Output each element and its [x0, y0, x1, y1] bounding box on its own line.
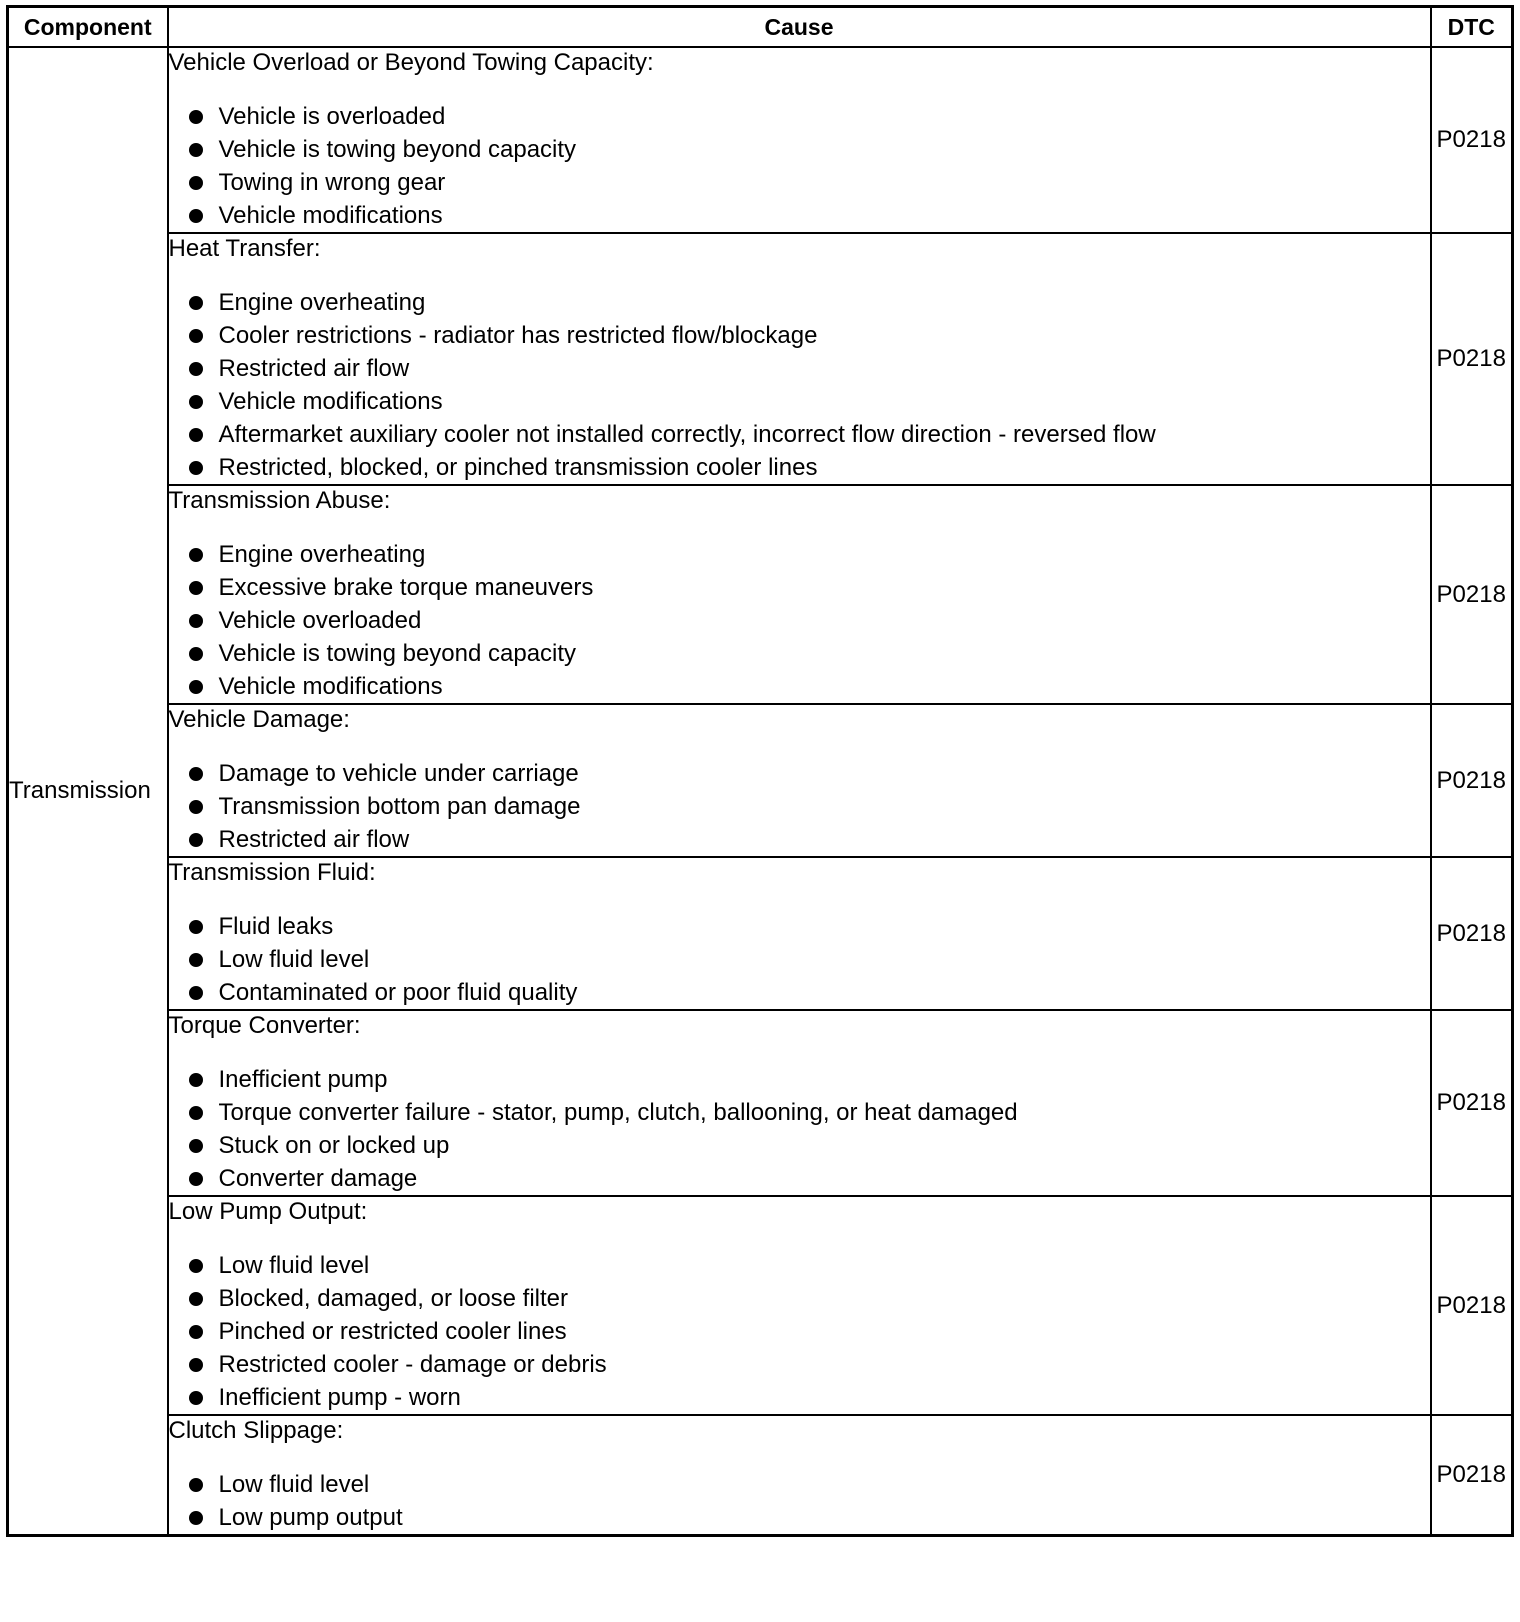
cause-category-title: Heat Transfer: — [168, 235, 321, 262]
list-item-text: Aftermarket auxiliary cooler not installed correctly, incorrect flow direction - reversed flow — [218, 421, 1156, 448]
list-item — [187, 1129, 1430, 1162]
bullet-icon — [189, 209, 203, 223]
bullet-icon — [189, 428, 203, 442]
list-item — [187, 451, 1430, 484]
header-component: Component — [8, 7, 168, 48]
list-item — [187, 910, 1430, 943]
cause-cell — [168, 1196, 1431, 1415]
list-item-text: Towing in wrong gear — [218, 169, 446, 196]
bullet-icon — [189, 461, 203, 475]
cause-list — [169, 100, 1430, 232]
list-item-text: Pinched or restricted cooler lines — [218, 1318, 567, 1345]
table-row — [8, 47, 1513, 233]
table-row — [8, 485, 1513, 704]
list-item-text: Restricted air flow — [218, 826, 410, 853]
list-item — [187, 385, 1430, 418]
bullet-icon — [189, 1478, 203, 1492]
bullet-icon — [189, 176, 203, 190]
cause-category-title: Low Pump Output: — [168, 1198, 368, 1225]
cause-category-title: Transmission Fluid: — [168, 859, 376, 886]
cause-cell — [168, 1415, 1431, 1536]
list-item — [187, 571, 1430, 604]
cause-cell — [168, 1010, 1431, 1196]
cause-category-title: Torque Converter: — [168, 1012, 361, 1039]
bullet-icon — [189, 362, 203, 376]
list-item — [187, 1315, 1430, 1348]
list-item-text: Contaminated or poor fluid quality — [218, 979, 578, 1006]
list-item-text: Vehicle modifications — [218, 202, 443, 229]
dtc-cell: P0218 — [1431, 1415, 1513, 1536]
list-item — [187, 1096, 1430, 1129]
table-row — [8, 1010, 1513, 1196]
cause-list — [169, 1249, 1430, 1414]
list-item — [187, 418, 1430, 451]
list-item — [187, 1282, 1430, 1315]
list-item — [187, 1063, 1430, 1096]
bullet-icon — [189, 110, 203, 124]
table-row — [8, 233, 1513, 485]
cause-category-title: Vehicle Damage: — [168, 706, 350, 733]
list-item-text: Engine overheating — [218, 541, 426, 568]
bullet-icon — [189, 329, 203, 343]
bullet-icon — [189, 1325, 203, 1339]
list-item — [187, 943, 1430, 976]
list-item — [187, 100, 1430, 133]
table-row — [8, 857, 1513, 1010]
list-item — [187, 1381, 1430, 1414]
cause-cell — [168, 857, 1431, 1010]
bullet-icon — [189, 1073, 203, 1087]
list-item-text: Vehicle is towing beyond capacity — [218, 136, 577, 163]
dtc-cell: P0218 — [1431, 1196, 1513, 1415]
list-item — [187, 319, 1430, 352]
cause-cell — [168, 485, 1431, 704]
cause-list — [169, 1063, 1430, 1195]
bullet-icon — [189, 920, 203, 934]
list-item-text: Stuck on or locked up — [218, 1132, 450, 1159]
list-item-text: Inefficient pump — [218, 1066, 388, 1093]
bullet-icon — [189, 143, 203, 157]
header-dtc: DTC — [1431, 7, 1513, 48]
bullet-icon — [189, 1259, 203, 1273]
list-item-text: Restricted air flow — [218, 355, 410, 382]
list-item-text: Restricted cooler - damage or debris — [218, 1351, 607, 1378]
list-item — [187, 1249, 1430, 1282]
list-item-text: Converter damage — [218, 1165, 418, 1192]
bullet-icon — [189, 581, 203, 595]
cause-list — [169, 286, 1430, 484]
cause-list — [169, 1468, 1430, 1534]
list-item — [187, 166, 1430, 199]
bullet-icon — [189, 614, 203, 628]
list-item — [187, 1501, 1430, 1534]
cause-list — [169, 910, 1430, 1009]
list-item — [187, 637, 1430, 670]
list-item — [187, 790, 1430, 823]
cause-cell — [168, 704, 1431, 857]
dtc-cell: P0218 — [1431, 485, 1513, 704]
dtc-cell: P0218 — [1431, 47, 1513, 233]
cause-category-title: Vehicle Overload or Beyond Towing Capacity: — [168, 49, 654, 76]
component-cell: Transmission — [8, 47, 168, 1536]
bullet-icon — [189, 1292, 203, 1306]
list-item-text: Vehicle modifications — [218, 673, 443, 700]
bullet-icon — [189, 1358, 203, 1372]
list-item-text: Vehicle is overloaded — [218, 103, 446, 130]
table-row — [8, 1196, 1513, 1415]
list-item-text: Vehicle modifications — [218, 388, 443, 415]
dtc-table — [6, 5, 1514, 1537]
bullet-icon — [189, 767, 203, 781]
list-item — [187, 352, 1430, 385]
bullet-icon — [189, 647, 203, 661]
list-item — [187, 976, 1430, 1009]
list-item — [187, 286, 1430, 319]
list-item-text: Restricted, blocked, or pinched transmission cooler lines — [218, 454, 818, 481]
cause-cell — [168, 47, 1431, 233]
list-item — [187, 823, 1430, 856]
table-row — [8, 1415, 1513, 1536]
list-item — [187, 1468, 1430, 1501]
cause-category-title: Clutch Slippage: — [168, 1417, 344, 1444]
list-item-text: Blocked, damaged, or loose filter — [218, 1285, 569, 1312]
dtc-cell: P0218 — [1431, 1010, 1513, 1196]
bullet-icon — [189, 800, 203, 814]
document-page — [6, 5, 1511, 1537]
header-row — [8, 7, 1513, 48]
bullet-icon — [189, 680, 203, 694]
list-item — [187, 604, 1430, 637]
bullet-icon — [189, 986, 203, 1000]
list-item-text: Transmission bottom pan damage — [218, 793, 581, 820]
header-cause: Cause — [168, 7, 1431, 48]
list-item — [187, 1162, 1430, 1195]
bullet-icon — [189, 833, 203, 847]
dtc-cell: P0218 — [1431, 704, 1513, 857]
bullet-icon — [189, 1391, 203, 1405]
list-item — [187, 199, 1430, 232]
list-item — [187, 670, 1430, 703]
cause-category-title: Transmission Abuse: — [168, 487, 391, 514]
list-item-text: Damage to vehicle under carriage — [218, 760, 579, 787]
list-item-text: Torque converter failure - stator, pump, clutch, ballooning, or heat damaged — [218, 1099, 1018, 1126]
list-item-text: Low pump output — [218, 1504, 403, 1531]
list-item-text: Vehicle overloaded — [218, 607, 422, 634]
list-item-text: Low fluid level — [218, 1471, 370, 1498]
list-item — [187, 1348, 1430, 1381]
bullet-icon — [189, 953, 203, 967]
dtc-cell: P0218 — [1431, 233, 1513, 485]
table-body — [8, 47, 1513, 1536]
list-item — [187, 538, 1430, 571]
list-item-text: Excessive brake torque maneuvers — [218, 574, 594, 601]
table-row — [8, 704, 1513, 857]
bullet-icon — [189, 1511, 203, 1525]
list-item-text: Vehicle is towing beyond capacity — [218, 640, 577, 667]
cause-list — [169, 538, 1430, 703]
list-item-text: Engine overheating — [218, 289, 426, 316]
list-item — [187, 133, 1430, 166]
list-item — [187, 757, 1430, 790]
cause-list — [169, 757, 1430, 856]
list-item-text: Low fluid level — [218, 946, 370, 973]
bullet-icon — [189, 1139, 203, 1153]
bullet-icon — [189, 548, 203, 562]
bullet-icon — [189, 296, 203, 310]
bullet-icon — [189, 1106, 203, 1120]
list-item-text: Low fluid level — [218, 1252, 370, 1279]
bullet-icon — [189, 395, 203, 409]
list-item-text: Inefficient pump - worn — [218, 1384, 461, 1411]
dtc-cell: P0218 — [1431, 857, 1513, 1010]
bullet-icon — [189, 1172, 203, 1186]
cause-cell — [168, 233, 1431, 485]
list-item-text: Cooler restrictions - radiator has restricted flow/blockage — [218, 322, 818, 349]
list-item-text: Fluid leaks — [218, 913, 334, 940]
